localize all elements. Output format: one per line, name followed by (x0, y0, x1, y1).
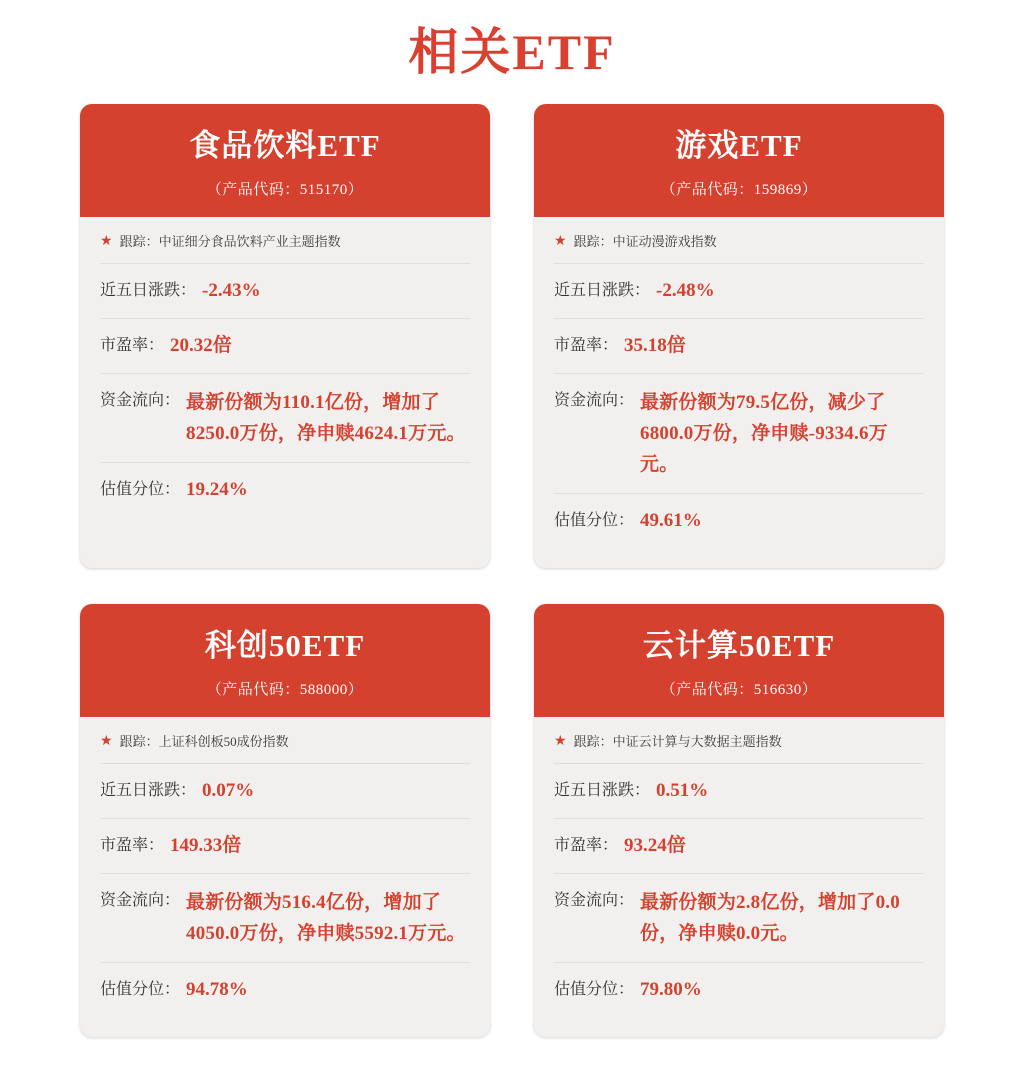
etf-pe-row (100, 819, 470, 874)
etf-track-text (120, 733, 289, 751)
etf-card-body (80, 717, 490, 1037)
etf-flow-value: 最新份额为516.4亿份，增加了4050.0万份，净申赎5592.1万元。 (186, 892, 466, 944)
etf-pe-label: 市盈率： (100, 837, 165, 854)
etf-track-label: 跟踪： (573, 234, 613, 249)
etf-valuation-value: 94.78% (186, 979, 248, 1000)
etf-card[interactable] (80, 604, 490, 1037)
etf-valuation-value: 49.61% (640, 510, 702, 531)
etf-card-header (80, 104, 490, 217)
star-icon: ★ (554, 734, 567, 749)
etf-name: 食品饮料ETF (189, 128, 381, 163)
etf-pe-value: 93.24倍 (624, 835, 686, 856)
etf-track-text (120, 233, 341, 251)
etf-flow-label: 资金流向： (100, 392, 181, 409)
etf-flow-row (554, 874, 924, 963)
etf-flow-label: 资金流向： (554, 892, 635, 909)
star-icon: ★ (100, 734, 113, 749)
etf-track-value: 上证科创板50成份指数 (158, 734, 289, 749)
etf-valuation-row (100, 463, 470, 517)
etf-code-prefix: （产品代码： (660, 182, 754, 198)
etf-pe-value: 35.18倍 (624, 335, 686, 356)
etf-code-value: 588000 (299, 682, 348, 698)
etf-pe-row (554, 819, 924, 874)
etf-track-label: 跟踪： (119, 734, 159, 749)
etf-code (544, 678, 934, 699)
etf-five-day-row (100, 764, 470, 819)
etf-name: 云计算50ETF (642, 628, 836, 663)
etf-flow-row (100, 374, 470, 463)
etf-code-value: 159869 (753, 182, 802, 198)
etf-track-row (100, 233, 470, 264)
etf-card[interactable] (80, 104, 490, 568)
etf-code-suffix: ） (801, 182, 818, 198)
etf-card-body (534, 217, 944, 568)
etf-card[interactable] (534, 604, 944, 1037)
etf-five-day-label: 近五日涨跌： (100, 782, 197, 799)
etf-flow-label: 资金流向： (100, 892, 181, 909)
etf-valuation-value: 79.80% (640, 979, 702, 1000)
star-icon: ★ (100, 234, 113, 249)
etf-name: 科创50ETF (204, 628, 366, 663)
etf-code-suffix: ） (347, 182, 364, 198)
etf-card-body (534, 717, 944, 1037)
page-title: 相关ETF (408, 24, 616, 80)
etf-code (544, 178, 934, 199)
etf-pe-label: 市盈率： (100, 337, 165, 354)
etf-card-header (534, 604, 944, 717)
etf-card-header (534, 104, 944, 217)
etf-five-day-value: 0.07% (202, 780, 255, 801)
etf-valuation-label: 估值分位： (554, 512, 635, 529)
etf-valuation-row (554, 963, 924, 1017)
etf-five-day-label: 近五日涨跌： (554, 782, 651, 799)
etf-track-row (100, 733, 470, 764)
etf-valuation-label: 估值分位： (100, 481, 181, 498)
etf-five-day-value: 0.51% (656, 780, 709, 801)
etf-flow-value: 最新份额为110.1亿份，增加了8250.0万份，净申赎4624.1万元。 (186, 392, 466, 444)
etf-code-prefix: （产品代码： (206, 182, 300, 198)
etf-flow-label: 资金流向： (554, 392, 635, 409)
etf-five-day-row (554, 264, 924, 319)
etf-valuation-label: 估值分位： (554, 981, 635, 998)
etf-flow-value: 最新份额为2.8亿份，增加了0.0份，净申赎0.0元。 (640, 892, 900, 944)
etf-card-body (80, 217, 490, 568)
etf-code-value: 516630 (753, 682, 802, 698)
etf-track-label: 跟踪： (119, 234, 159, 249)
etf-code-prefix: （产品代码： (206, 682, 300, 698)
etf-name: 游戏ETF (675, 128, 803, 163)
etf-five-day-value: -2.48% (656, 280, 715, 301)
etf-five-day-label: 近五日涨跌： (100, 282, 197, 299)
etf-pe-label: 市盈率： (554, 837, 619, 854)
etf-flow-row (554, 374, 924, 494)
etf-pe-row (554, 319, 924, 374)
etf-card[interactable] (534, 104, 944, 568)
etf-five-day-row (554, 764, 924, 819)
etf-code (90, 178, 480, 199)
etf-code-suffix: ） (801, 682, 818, 698)
etf-track-row (554, 233, 924, 264)
etf-track-row (554, 733, 924, 764)
etf-valuation-row (100, 963, 470, 1017)
etf-card-grid (0, 104, 1024, 1037)
etf-track-value: 中证云计算与大数据主题指数 (612, 734, 782, 749)
etf-track-label: 跟踪： (573, 734, 613, 749)
etf-valuation-value: 19.24% (186, 479, 248, 500)
star-icon: ★ (554, 234, 567, 249)
etf-code (90, 678, 480, 699)
etf-valuation-label: 估值分位： (100, 981, 181, 998)
etf-track-value: 中证动漫游戏指数 (612, 234, 717, 249)
etf-pe-row (100, 319, 470, 374)
etf-code-prefix: （产品代码： (660, 682, 754, 698)
etf-five-day-row (100, 264, 470, 319)
etf-pe-value: 149.33倍 (170, 835, 242, 856)
etf-track-text (574, 733, 782, 751)
etf-pe-value: 20.32倍 (170, 335, 232, 356)
etf-pe-label: 市盈率： (554, 337, 619, 354)
etf-code-value: 515170 (299, 182, 348, 198)
etf-flow-row (100, 874, 470, 963)
etf-track-value: 中证细分食品饮料产业主题指数 (158, 234, 341, 249)
etf-valuation-row (554, 494, 924, 548)
etf-five-day-label: 近五日涨跌： (554, 282, 651, 299)
etf-flow-value: 最新份额为79.5亿份，减少了6800.0万份，净申赎-9334.6万元。 (640, 392, 888, 475)
etf-code-suffix: ） (347, 682, 364, 698)
etf-track-text (574, 233, 717, 251)
etf-five-day-value: -2.43% (202, 280, 261, 301)
etf-card-header (80, 604, 490, 717)
